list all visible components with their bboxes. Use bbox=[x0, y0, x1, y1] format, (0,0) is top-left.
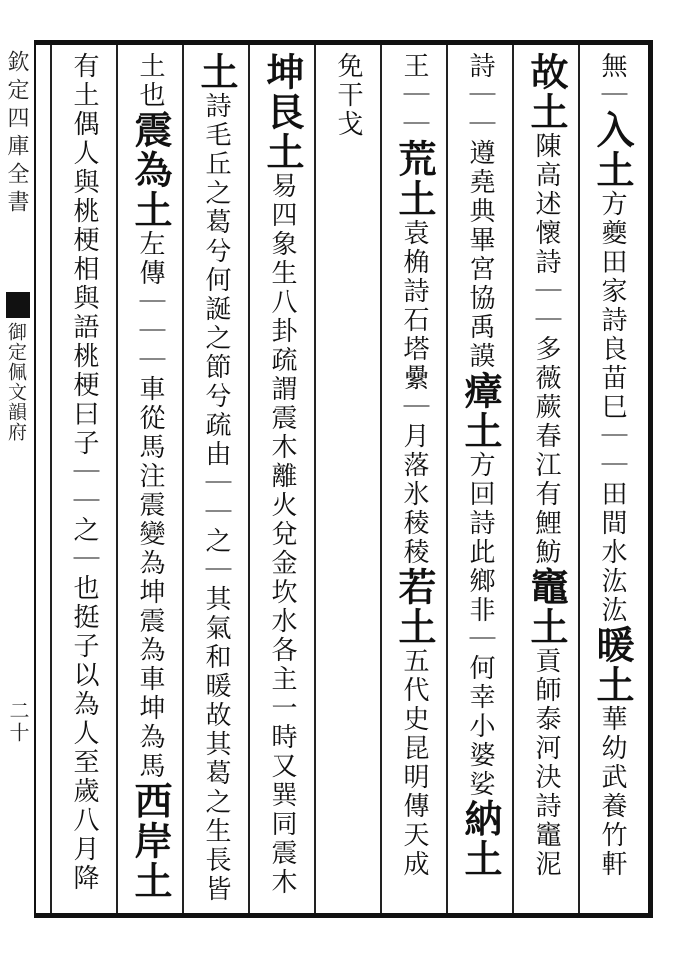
frame-left-border bbox=[34, 40, 36, 918]
text-column bbox=[120, 52, 178, 907]
column-divider bbox=[512, 45, 514, 913]
entry-headword: 故土 bbox=[524, 52, 569, 132]
column-text: 方回詩此鄉非｜何幸小婆娑 bbox=[465, 451, 495, 799]
column-text: 詩毛丘之葛兮何誕之節兮疏由｜｜之｜其氣和暖故其葛之生長皆 bbox=[201, 92, 231, 904]
column-text: 詩｜｜遵堯典畢宮協禹謨 bbox=[465, 52, 495, 371]
entry-headword: 竈土 bbox=[524, 567, 569, 647]
margin-book-title: 欽定四庫全書 bbox=[4, 50, 29, 218]
column-text: 土也 bbox=[135, 52, 165, 110]
column-divider bbox=[182, 45, 184, 913]
entry-headword: 暖土 bbox=[590, 625, 635, 705]
margin-page-number: 二十 bbox=[6, 700, 30, 744]
entry-headword: 坤艮土 bbox=[260, 52, 305, 172]
entry-headword: 若土 bbox=[392, 567, 437, 647]
text-column bbox=[252, 52, 310, 907]
column-divider bbox=[380, 45, 382, 913]
column-text: 免干戈 bbox=[333, 52, 363, 139]
column-divider bbox=[446, 45, 448, 913]
entry-headword: 荒土 bbox=[392, 139, 437, 219]
column-text: 陳高述懷詩｜｜多薇蕨春江有鯉魴 bbox=[531, 132, 561, 567]
column-text: 王｜｜ bbox=[399, 52, 429, 139]
column-text: 有土偶人與桃梗相與語桃梗曰子｜｜之｜也挺子以為人至歲八月降 bbox=[69, 52, 99, 893]
column-text: 方夔田家詩良苗巳｜｜田間水汯汯 bbox=[597, 190, 627, 625]
frame-bottom-border bbox=[34, 913, 652, 918]
column-divider bbox=[50, 45, 52, 913]
column-divider bbox=[314, 45, 316, 913]
column-text: 華幼武養竹軒 bbox=[597, 705, 627, 879]
text-column bbox=[54, 52, 112, 907]
entry-headword: 納土 bbox=[458, 799, 503, 879]
text-column bbox=[450, 52, 508, 907]
margin-fishtail-block bbox=[6, 292, 30, 318]
text-column bbox=[516, 52, 574, 907]
entry-headword: 土 bbox=[194, 52, 239, 92]
entry-headword: 入土 bbox=[590, 110, 635, 190]
text-column bbox=[186, 52, 244, 907]
column-text: 無｜ bbox=[597, 52, 627, 110]
column-text: 左傳｜｜｜車從馬注震變為坤震為車坤為馬 bbox=[135, 230, 165, 781]
column-divider bbox=[578, 45, 580, 913]
column-divider bbox=[248, 45, 250, 913]
column-text: 五代史昆明傳天成 bbox=[399, 647, 429, 879]
column-text: 袁桷詩石塔纍｜月落氷稜稜 bbox=[399, 219, 429, 567]
entry-headword: 震為土 bbox=[128, 110, 173, 230]
entry-headword: 西岸土 bbox=[128, 781, 173, 901]
frame-top-border bbox=[34, 40, 652, 45]
text-column bbox=[582, 52, 640, 907]
entry-headword: 瘴土 bbox=[458, 371, 503, 451]
text-column bbox=[318, 52, 376, 907]
margin-work-title: 御定佩文韻府 bbox=[5, 322, 27, 442]
text-column bbox=[384, 52, 442, 907]
column-text: 易四象生八卦疏謂震木離火兌金坎水各主一時又巽同震木 bbox=[267, 172, 297, 897]
column-divider bbox=[116, 45, 118, 913]
frame-right-border bbox=[648, 40, 653, 918]
column-text: 貢師泰河決詩竈泥 bbox=[531, 647, 561, 879]
